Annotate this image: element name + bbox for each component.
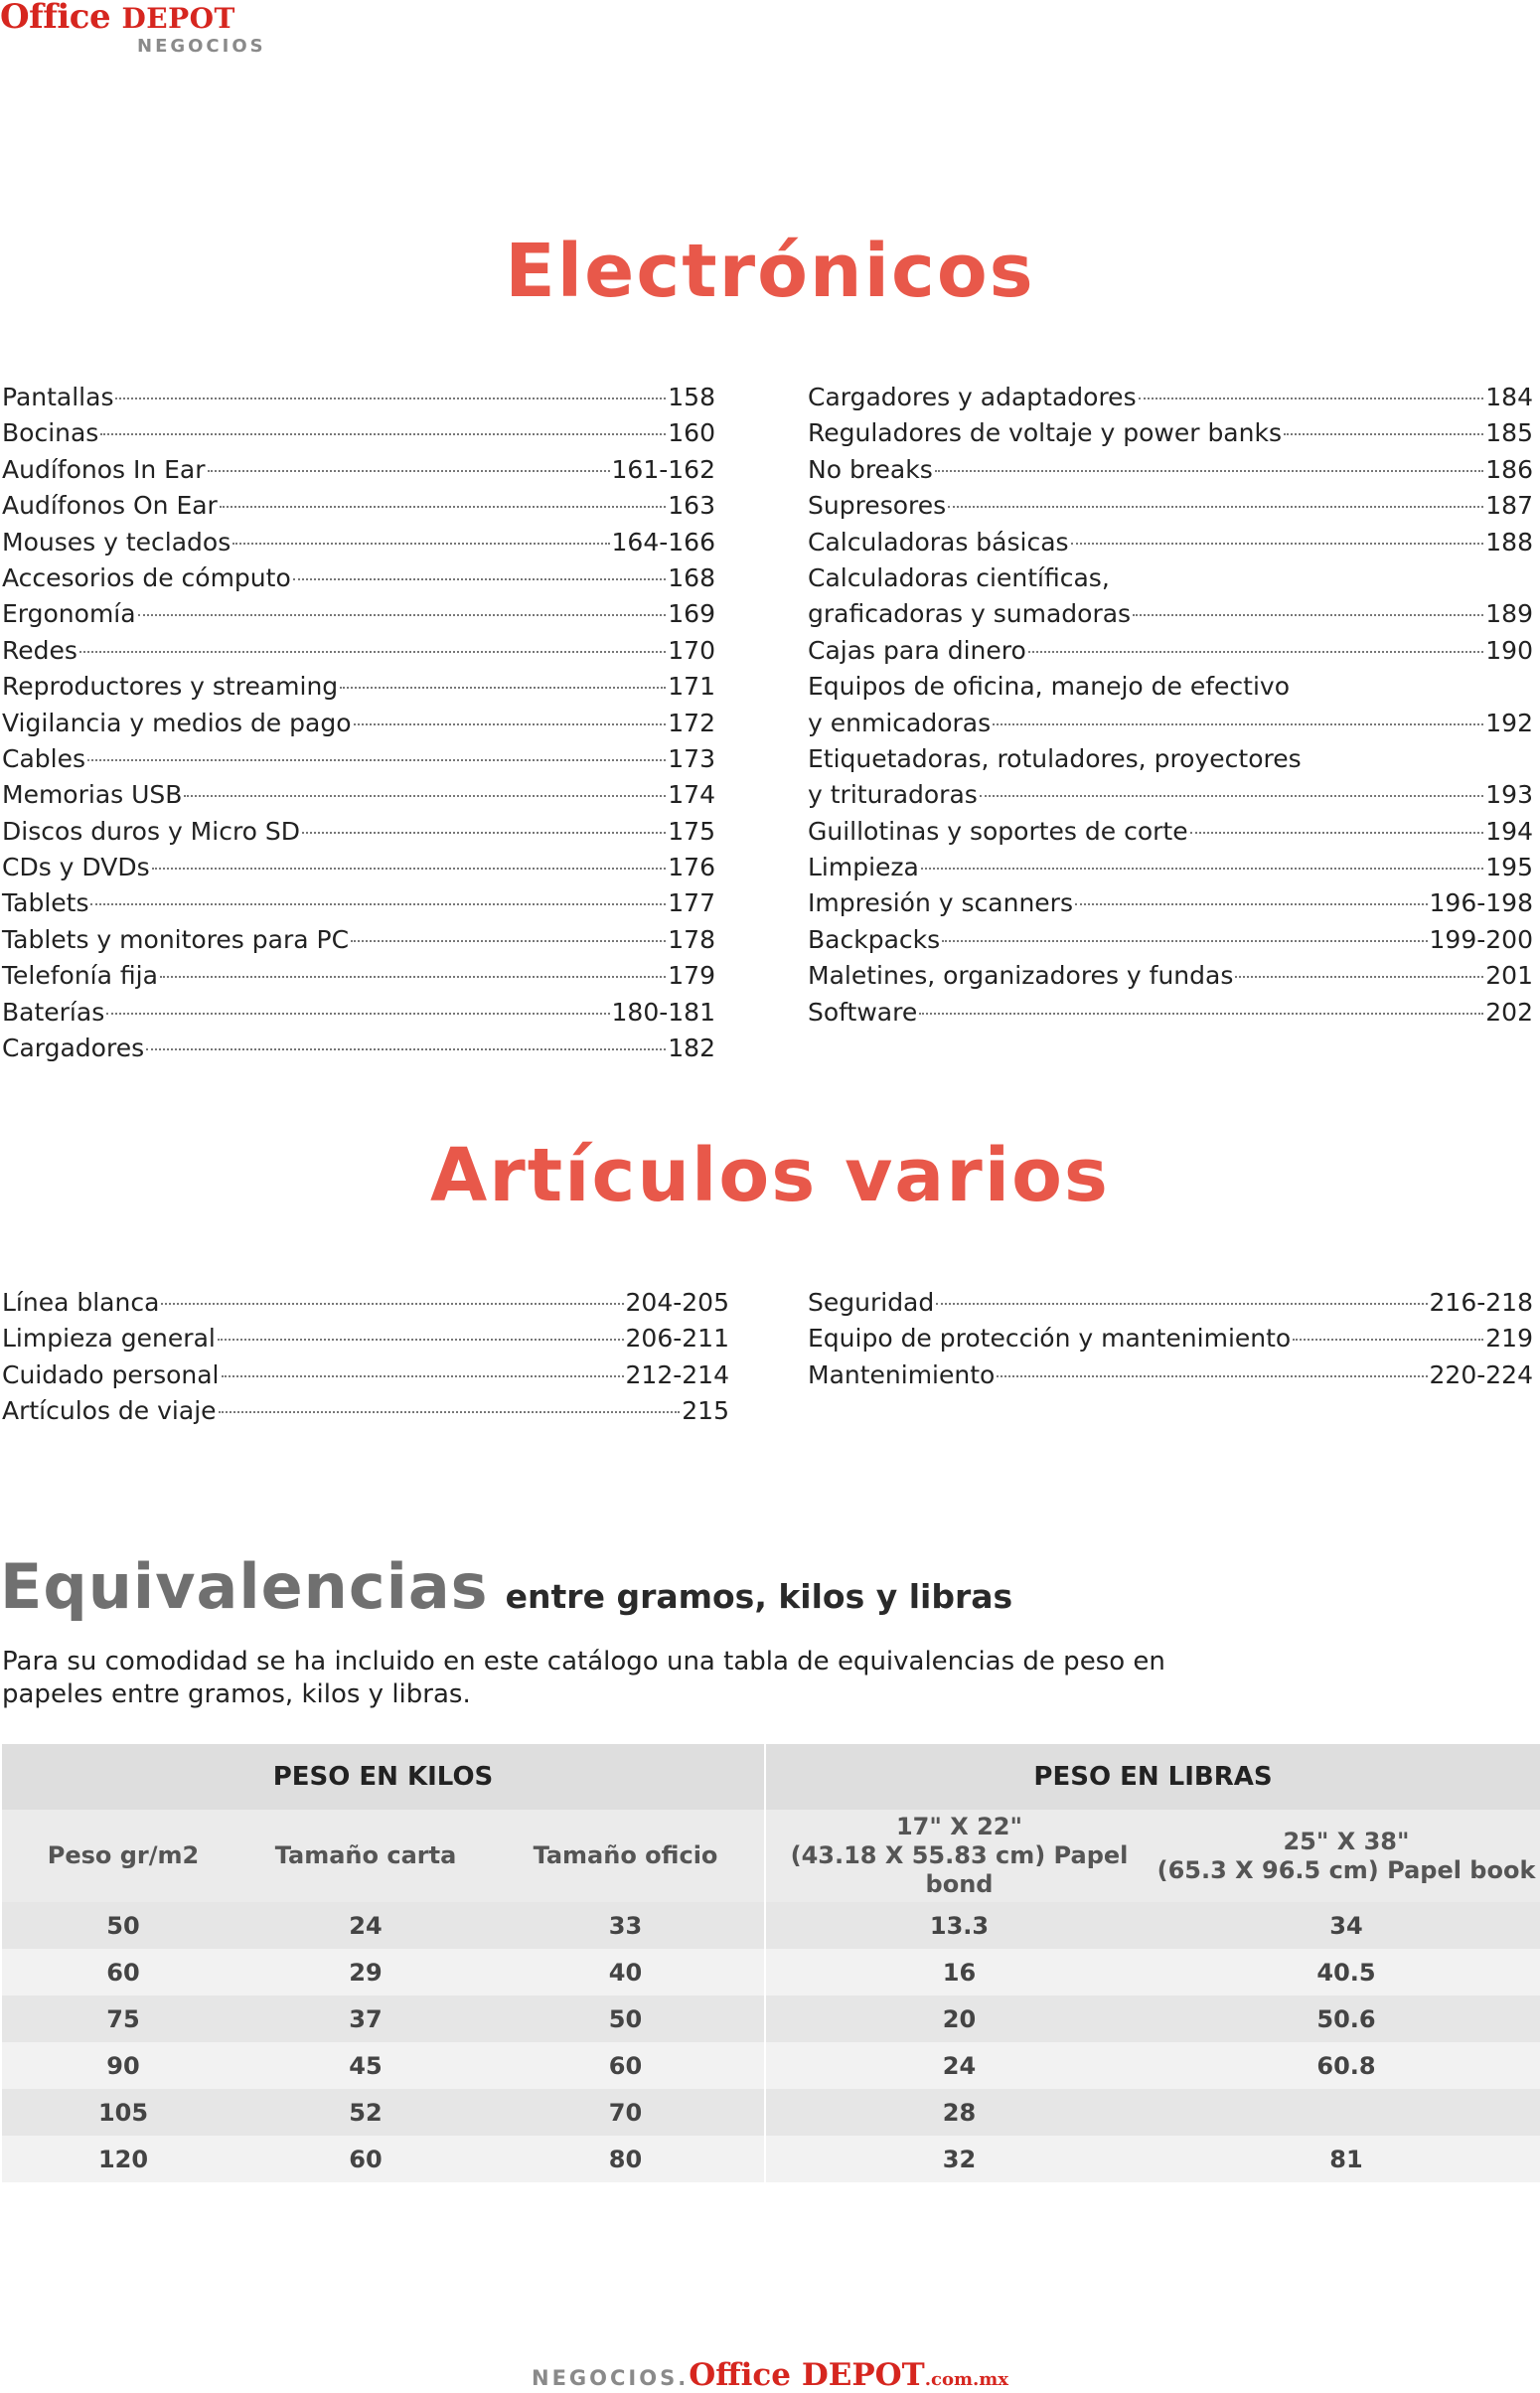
toc-entry[interactable] [2,1034,715,1069]
toc-entry[interactable] [808,888,1533,924]
column-header-line: (43.18 X 55.83 cm) Papel bond [790,1841,1129,1898]
column-header-line: Tamaño oficio [533,1841,718,1869]
table-cell [1153,2089,1540,2136]
logo-brand [0,0,278,36]
toc-entry[interactable] [2,636,715,672]
toc-entry[interactable] [808,383,1533,418]
toc-leader-dots [293,578,667,580]
toc-entry-page: 178 [668,924,715,954]
toc-electronicos-left [2,383,715,1069]
toc-leader-dots [1133,614,1483,616]
toc-entry-page: 164-166 [611,527,715,557]
toc-leader-dots [980,795,1483,797]
toc-leader-dots [948,506,1483,508]
toc-entry-label: Mouses y teclados [2,527,231,557]
toc-entry-page: 169 [668,599,715,629]
table-cell: 24 [244,1902,487,1949]
column-header-line: 25" X 38" [1283,1827,1410,1855]
table-cell: 52 [244,2089,487,2136]
toc-leader-dots [1075,903,1428,905]
section-title-varios: Artículos varios [430,1133,1110,1218]
table-cell: 20 [765,1995,1153,2042]
toc-entry[interactable] [2,780,715,816]
toc-entry[interactable] [808,780,1533,816]
toc-entry-label: Accesorios de cómputo [2,562,291,592]
toc-entry-page: 170 [668,635,715,665]
table-cell: 28 [765,2089,1153,2136]
toc-entry-label: Equipo de protección y mantenimiento [808,1324,1292,1354]
toc-entry[interactable] [2,563,715,599]
toc-entry-label: Limpieza [808,853,919,882]
toc-entry-page: 172 [668,708,715,737]
toc-entry-label: Discos duros y Micro SD [2,816,301,846]
column-header [2,1810,244,1902]
toc-entry-page: 212-214 [625,1359,729,1389]
table-cell: 60 [2,1949,244,1995]
toc-entry[interactable] [2,744,715,780]
toc-entry[interactable] [808,961,1533,997]
toc-leader-dots [1284,433,1483,435]
toc-leader-dots [222,1375,624,1377]
group-header-kilos: PESO EN KILOS [2,1744,765,1810]
toc-entry[interactable] [2,817,715,853]
toc-entry-label: Vigilancia y medios de pago [2,708,352,737]
table-cell: 90 [2,2042,244,2089]
column-header-line: Peso gr/m2 [47,1841,200,1869]
toc-leader-dots [208,470,610,472]
toc-leader-dots [106,1013,609,1015]
footer-logo-negocios: NEGOCIOS. [532,2366,690,2390]
toc-entry[interactable] [2,455,715,491]
toc-entry-page: 160 [668,418,715,448]
toc-entry[interactable] [808,853,1533,888]
equivalencias-subtitle: entre gramos, kilos y libras [505,1577,1013,1616]
column-header-line: Tamaño carta [274,1841,457,1869]
toc-entry-page: 180-181 [611,997,715,1027]
group-header-libras: PESO EN LIBRAS [765,1744,1540,1810]
toc-leader-dots [161,1303,623,1305]
column-header [1153,1810,1540,1902]
footer-logo[interactable] [532,2357,1008,2393]
toc-entry-page: 158 [668,383,715,411]
toc-entry[interactable] [2,418,715,454]
toc-entry-label: Cables [2,743,85,773]
toc-entry-page: 192 [1485,708,1533,737]
toc-entry-page: 185 [1485,418,1533,448]
toc-entry-label: Baterías [2,997,105,1027]
toc-entry-label: Cajas para dinero [808,635,1026,665]
toc-leader-dots [1293,1339,1483,1341]
toc-leader-dots [302,832,666,834]
toc-entry[interactable] [808,636,1533,672]
toc-entry[interactable] [808,1324,1533,1359]
toc-entry[interactable] [2,1396,729,1432]
toc-entry[interactable] [2,1360,729,1396]
table-row [2,2136,1540,2182]
footer-logo-brand: Office DEPOT [689,2357,925,2393]
table-cell: 34 [1153,1902,1540,1949]
toc-entry-page: 182 [668,1034,715,1063]
toc-entry[interactable] [2,853,715,888]
toc-leader-dots [220,506,666,508]
toc-leader-dots [79,651,666,653]
toc-entry-label: Mantenimiento [808,1359,996,1389]
toc-entry[interactable] [808,491,1533,527]
toc-entry-label: Memorias USB [2,780,183,810]
toc-entry-label: Línea blanca [2,1288,160,1317]
toc-leader-dots [152,868,667,870]
toc-entry-page: 177 [668,888,715,918]
toc-entry-label: Etiquetadoras, rotuladores, proyectores [808,743,1302,773]
toc-leader-dots [942,940,1427,942]
logo-brand-depot: DEPOT [121,2,235,35]
logo-brand-office: Office [0,0,111,37]
table-cell: 13.3 [765,1902,1153,1949]
toc-entry-label: Telefonía fija [2,961,158,991]
toc-leader-dots [138,614,667,616]
toc-entry[interactable] [2,599,715,635]
equivalencias-table [2,1744,1540,2182]
toc-leader-dots [340,687,666,689]
table-cell: 32 [765,2136,1153,2182]
toc-entry-page: 163 [668,491,715,521]
toc-entry-label: Equipos de oficina, manejo de efectivo [808,672,1291,702]
toc-leader-dots [354,723,667,725]
toc-entry-page: 186 [1485,454,1533,484]
toc-entry-page: 189 [1485,599,1533,629]
table-cell: 70 [487,2089,765,2136]
toc-entry[interactable] [2,1288,729,1324]
table-body [2,1902,1540,2182]
toc-entry-label: No breaks [808,454,933,484]
toc-entry-label: Limpieza general [2,1324,216,1354]
toc-entry-page: 206-211 [625,1324,729,1354]
toc-entry-page: 176 [668,853,715,882]
table-cell: 81 [1153,2136,1540,2182]
logo-sub: NEGOCIOS [137,36,266,57]
toc-entry[interactable] [808,817,1533,853]
table-cell: 50 [487,1995,765,2042]
column-header-line: (65.3 X 96.5 cm) Papel book [1156,1855,1536,1884]
toc-entry-label: Ergonomía [2,599,136,629]
toc-entry[interactable] [2,491,715,527]
toc-leader-dots [919,1013,1483,1015]
toc-entry[interactable] [808,599,1533,635]
toc-leader-dots [90,903,666,905]
toc-entry-label: Software [808,997,918,1027]
toc-entry-page: 195 [1485,853,1533,882]
toc-entry-page: 175 [668,816,715,846]
toc-leader-dots [921,868,1483,870]
toc-leader-dots [1028,651,1483,653]
toc-leader-dots [146,1048,666,1050]
toc-leader-dots [184,795,666,797]
toc-entry[interactable] [808,1360,1533,1396]
toc-entry-label: Cargadores y adaptadores [808,383,1137,411]
toc-entry-page: 174 [668,780,715,810]
toc-entry[interactable] [808,455,1533,491]
toc-leader-dots [87,759,666,761]
equivalencias-title: Equivalencias [0,1550,489,1623]
toc-entry-page: 216-218 [1429,1288,1533,1317]
toc-entry[interactable] [808,672,1533,708]
table-cell: 24 [765,2042,1153,2089]
toc-leader-dots [1235,976,1483,978]
toc-entry-page: 184 [1485,383,1533,411]
toc-leader-dots [997,1375,1427,1377]
toc-entry-page: 171 [668,672,715,702]
toc-leader-dots [218,1339,624,1341]
toc-varios-left [2,1288,729,1433]
toc-entry-label: Reproductores y streaming [2,672,339,702]
toc-entry-page: 220-224 [1429,1359,1533,1389]
table-cell: 40 [487,1949,765,1995]
toc-leader-dots [1139,398,1484,399]
toc-entry[interactable] [2,888,715,924]
column-header [487,1810,765,1902]
equivalencias-heading [0,1550,1012,1623]
toc-entry[interactable] [808,998,1533,1034]
toc-leader-dots [219,1411,681,1413]
toc-leader-dots [232,543,609,545]
toc-entry[interactable] [808,418,1533,454]
office-depot-logo[interactable] [0,0,278,60]
table-row [2,2042,1540,2089]
toc-entry-label: Tablets [2,888,89,918]
toc-entry-page: 215 [682,1396,729,1426]
toc-entry-label: graficadoras y sumadoras [808,599,1132,629]
toc-leader-dots [100,433,666,435]
table-row [2,1902,1540,1949]
table-cell: 120 [2,2136,244,2182]
toc-entry-page: 196-198 [1429,888,1533,918]
toc-entry-label: Audífonos In Ear [2,454,206,484]
toc-leader-dots [160,976,666,978]
toc-entry-page: 173 [668,743,715,773]
toc-entry-page: 199-200 [1429,924,1533,954]
table-row [2,2089,1540,2136]
toc-entry-label: Tablets y monitores para PC [2,924,350,954]
toc-entry-page: 161-162 [611,454,715,484]
column-header-row [2,1810,1540,1902]
toc-entry[interactable] [2,998,715,1034]
toc-entry-page: 202 [1485,997,1533,1027]
toc-entry[interactable] [808,925,1533,961]
toc-electronicos-right [808,383,1533,1034]
toc-entry-label: Cargadores [2,1034,145,1063]
toc-entry[interactable] [2,1324,729,1359]
toc-entry-label: Cuidado personal [2,1359,220,1389]
equivalencias-intro: Para su comodidad se ha incluido en este catálogo una tabla de equivalencias de peso en papeles entre gramos, kilos y libras. [2,1647,1165,1709]
table-row [2,1949,1540,1995]
table-cell: 60 [487,2042,765,2089]
table-row [2,1995,1540,2042]
table-cell: 75 [2,1995,244,2042]
toc-entry-label: Bocinas [2,418,99,448]
toc-leader-dots [115,398,666,399]
toc-entry[interactable] [2,383,715,418]
toc-leader-dots [993,723,1483,725]
toc-entry[interactable] [2,925,715,961]
table-cell: 33 [487,1902,765,1949]
toc-entry-label: Impresión y scanners [808,888,1073,918]
toc-entry-label: Calculadoras científicas, [808,562,1110,592]
toc-entry[interactable] [2,961,715,997]
toc-entry-label: Audífonos On Ear [2,491,218,521]
toc-leader-dots [351,940,666,942]
toc-entry-label: y trituradoras [808,780,978,810]
toc-entry-label: Maletines, organizadores y fundas [808,961,1234,991]
table-cell: 40.5 [1153,1949,1540,1995]
toc-entry[interactable] [808,709,1533,744]
column-header [765,1810,1153,1902]
table-cell: 50 [2,1902,244,1949]
toc-entry-page: 204-205 [625,1288,729,1317]
toc-leader-dots [1190,832,1484,834]
toc-entry-page: 187 [1485,491,1533,521]
section-title-electronicos: Electrónicos [505,229,1035,314]
table-cell: 80 [487,2136,765,2182]
toc-entry[interactable] [2,672,715,708]
table-cell: 16 [765,1949,1153,1995]
toc-entry-label: Pantallas [2,383,114,411]
toc-entry-label: Redes [2,635,77,665]
toc-entry-label: Artículos de viaje [2,1396,217,1426]
table-cell: 45 [244,2042,487,2089]
toc-entry-label: Seguridad [808,1288,935,1317]
column-header-line: 17" X 22" [895,1813,1023,1840]
toc-entry-page: 201 [1485,961,1533,991]
toc-entry-page: 190 [1485,635,1533,665]
toc-entry-page: 193 [1485,780,1533,810]
toc-entry-label: Reguladores de voltaje y power banks [808,418,1282,448]
toc-leader-dots [1071,543,1484,545]
toc-entry-page: 194 [1485,816,1533,846]
toc-entry-label: Calculadoras básicas [808,527,1069,557]
toc-entry[interactable] [808,528,1533,563]
toc-entry-page: 168 [668,562,715,592]
toc-entry[interactable] [2,528,715,563]
toc-varios-right [808,1288,1533,1396]
toc-entry[interactable] [808,563,1533,599]
column-header [244,1810,487,1902]
toc-entry-label: CDs y DVDs [2,853,150,882]
table-cell: 105 [2,2089,244,2136]
toc-entry[interactable] [808,744,1533,780]
toc-entry-label: Backpacks [808,924,941,954]
table-cell: 37 [244,1995,487,2042]
toc-leader-dots [935,470,1484,472]
table-cell: 60.8 [1153,2042,1540,2089]
table-cell: 60 [244,2136,487,2182]
toc-entry-label: y enmicadoras [808,708,992,737]
toc-entry-page: 219 [1485,1324,1533,1354]
table-cell: 50.6 [1153,1995,1540,2042]
toc-entry-page: 188 [1485,527,1533,557]
table-cell: 29 [244,1949,487,1995]
footer-logo-domain: .com.mx [924,2369,1009,2390]
toc-entry-label: Supresores [808,491,947,521]
toc-entry-page: 179 [668,961,715,991]
toc-entry[interactable] [808,1288,1533,1324]
toc-leader-dots [936,1303,1427,1305]
toc-entry-label: Guillotinas y soportes de corte [808,816,1188,846]
toc-entry[interactable] [2,709,715,744]
